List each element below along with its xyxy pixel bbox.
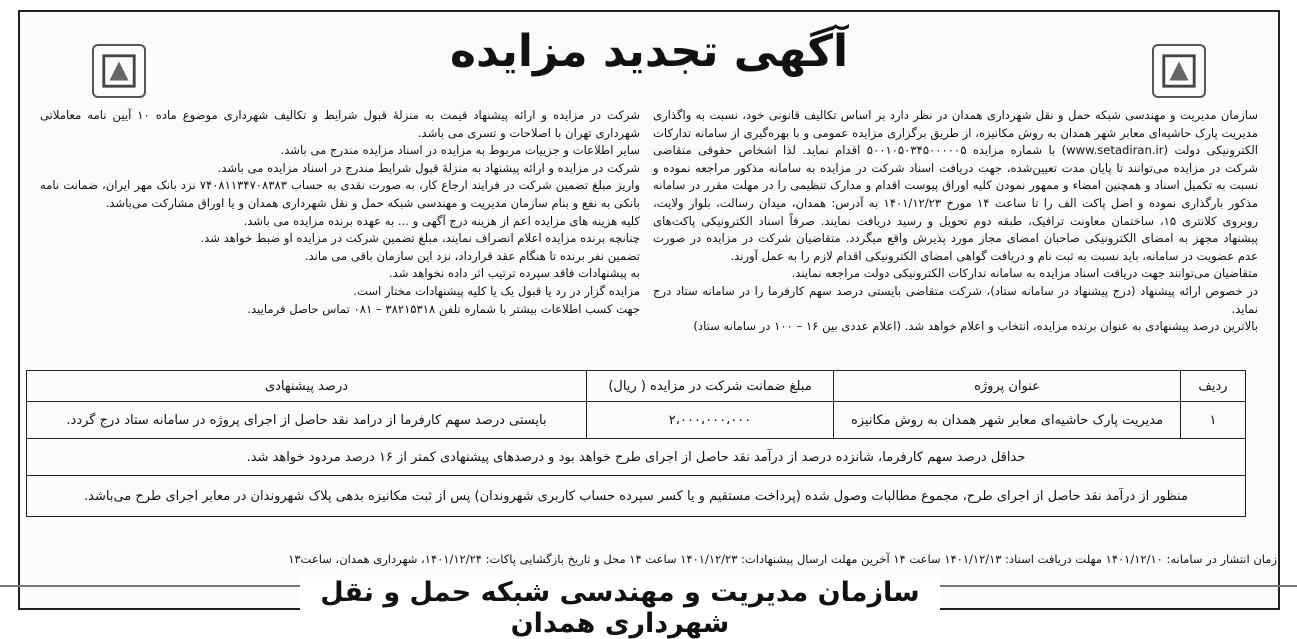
paragraph: چنانچه برنده مزایده اعلام انصراف نمایند، مبلغ تضمین شرکت در مزایده او ضبط خواهد شد. bbox=[200, 231, 640, 246]
minimum-share-note: حداقل درصد سهم کارفرما، شانزده درصد از درآمد نقد حاصل از اجرای طرح خواهد بود و درصدهای پیشنهادی کمتر از ۱۶ درصد مردود خواهد شد. bbox=[27, 439, 1246, 476]
table-note-row bbox=[27, 439, 1246, 476]
paragraph: جهت کسب اطلاعات بیشتر با شماره تلفن ۳۸۲۱۵۳۱۸ – ۰۸۱ تماس حاصل فرمایید. bbox=[247, 301, 640, 316]
organization-name: سازمان مدیریت و مهندسی شبکه حمل و نقل شهرداری همدان bbox=[300, 577, 940, 611]
left-text-column bbox=[40, 107, 640, 318]
schedule-dates: زمان انتشار در سامانه: ۱۴۰۱/۱۲/۱۰ مهلت دریافت اسناد: ۱۴۰۱/۱۲/۱۳ ساعت ۱۴ آخرین مهلت ارسال پیشنهادات: ۱۴۰۱/۱۲/۲۳ ساعت ۱۴ محل و تاریخ بازگشایی پاکات: ۱۴۰۱/۱۲/۲۴، شهرداری همدان، ساعت۱۳ bbox=[288, 552, 1277, 566]
right-text-column bbox=[653, 107, 1258, 336]
table-row bbox=[27, 402, 1246, 439]
paragraph: سایر اطلاعات و جزییات مربوط به مزایده در اسناد مزایده مندرج می باشد. bbox=[280, 143, 640, 158]
header-guarantee-amount: مبلغ ضمانت شرکت در مزایده ( ریال) bbox=[587, 371, 834, 402]
paragraph: مزایده گزار در رد یا قبول یک یا کلیه پیشنهادات مختار است. bbox=[353, 283, 640, 298]
paragraph: به پیشنهادات فاقد سپرده ترتیب اثر داده نخواهد شد. bbox=[388, 266, 640, 281]
paragraph: کلیه هزینه های مزایده اعم از هزینه درج آگهی و ... به عهده برنده مزایده می باشد. bbox=[243, 213, 640, 228]
header-proposed-percent: درصد پیشنهادی bbox=[27, 371, 587, 402]
notice-title: آگهی تجدید مزایده bbox=[449, 26, 849, 77]
header-project-title: عنوان پروژه bbox=[834, 371, 1181, 402]
paragraph: شرکت در مزایده و ارائه پیشنهاد به منزلهٔ قبول شرایط مندرج در اسناد مزایده می باشد. bbox=[217, 160, 640, 175]
guarantee-amount: ۲،۰۰۰،۰۰۰،۰۰۰ bbox=[587, 402, 834, 439]
paragraph: در خصوص ارائه پیشنهاد (درج پیشنهاد در سامانه ستاد)، شرکت متقاضی بایستی درصد سهم کارفرما را در سامانه ستاد درج نماید. bbox=[653, 283, 1258, 316]
paragraph: بالاترین درصد پیشنهادی به عنوان برنده مزایده، انتخاب و اعلام خواهد شد. (اعلام عددی بین ۱۶ – ۱۰۰ در سامانه ستاد) bbox=[693, 319, 1258, 334]
paragraph: واریز مبلغ تضمین شرکت در فرایند ارجاع کار، به صورت نقدی به حساب ۷۴۰۸۱۱۳۴۷۰۸۳۸۳ نزد بانک مهر ایران، ضمانت نامه بانکی به نفع و بنام سازمان مدیریت و مهندسی شبکه حمل و نقل شهرداری همدان و یا اوراق مشارکت می‌باشد. bbox=[40, 178, 640, 210]
project-title: مدیریت پارک حاشیه‌ای معابر شهر همدان به روش مکانیزه bbox=[834, 402, 1181, 439]
header-row-number: ردیف bbox=[1181, 371, 1246, 402]
revenue-definition-note: منظور از درآمد نقد حاصل از اجرای طرح، مجموع مطالبات وصول شده (پرداخت مستقیم و یا کسر سپرده حساب کاربری شهروندان) پس از ثبت مکانیزه بدهی پلاک شهروندان در معابر اجرای طرح می‌باشد. bbox=[27, 476, 1246, 517]
paragraph: تضمین نفر برنده تا هنگام عقد قرارداد، نزد این سازمان باقی می ماند. bbox=[304, 248, 640, 263]
paragraph: شرکت در مزایده و ارائه پیشنهاد قیمت به منزلهٔ قبول شرایط و تکالیف شهرداری موضوع ماده ۱۰ آیین نامه معاملاتی شهرداری تهران با اصلاحات و تسری می باشد. bbox=[40, 108, 640, 140]
table-note-row bbox=[27, 476, 1246, 517]
proposed-percent: بایستی درصد سهم کارفرما از درامد نقد حاصل از اجرای پروژه در سامانه ستاد درج گردد. bbox=[27, 402, 587, 439]
paragraph: سازمان مدیریت و مهندسی شبکه حمل و نقل شهرداری همدان در نظر دارد بر اساس تکالیف قانونی خود، نسبت به واگذاری مدیریت پارک حاشیه‌ای معابر شهر همدان به روش مکانیزه، از طریق برگزاری مزایده عمومی و با بهره‌گیری از سامانه تدارکات الکترونیکی دولت (www.setadiran.ir) با شماره مزایده ۵۰۰۱۰۵۰۳۴۵۰۰۰۰۰۵ اقدام نماید. لذا اشخاص حقوقی متقاضی شرکت در مزایده می‌توانند تا پایان مدت تعیین‌شده، جهت دریافت اسناد شرکت در مزایده به سامانه مذکور مراجعه نموده و نسبت به تکمیل اسناد و همچنین امضاء و ممهور نمودن کلیه اوراق پیوست اقدام و مدارک تنظیمی را در مهلت مقرر در سامانه مذکور بارگذاری نموده و اصل پاکت الف را تا ساعت ۱۴ مورخ ۱۴۰۱/۱۲/۲۳ به آدرس: همدان، میدان رسالت، بلوار ولایت، روبروی کلانتری ۱۵، ساختمان معاونت ترافیک، طبقه دوم تحویل و رسید دریافت نمایند. صرفاً اسناد الکترونیکی پاکت‌های پیشنهاد مجهز به امضای الکترونیکی صاحبان امضای مجاز مورد پذیرش واقع میگردد. متقاضیان شرکت در مزایده در صورت عدم عضویت در سامانه، باید نسبت به ثبت نام و دریافت گواهی امضای الکترونیکی اقدام لازم را به عمل آورند. bbox=[653, 108, 1259, 263]
paragraph: متقاضیان می‌توانند جهت دریافت اسناد مزایده به سامانه تدارکات الکترونیکی دولت مراجعه نمایند. bbox=[791, 266, 1258, 281]
bid-table bbox=[26, 370, 1246, 517]
row-number: ۱ bbox=[1181, 402, 1246, 439]
table-header-row bbox=[27, 371, 1246, 402]
notice-page bbox=[18, 10, 1280, 610]
